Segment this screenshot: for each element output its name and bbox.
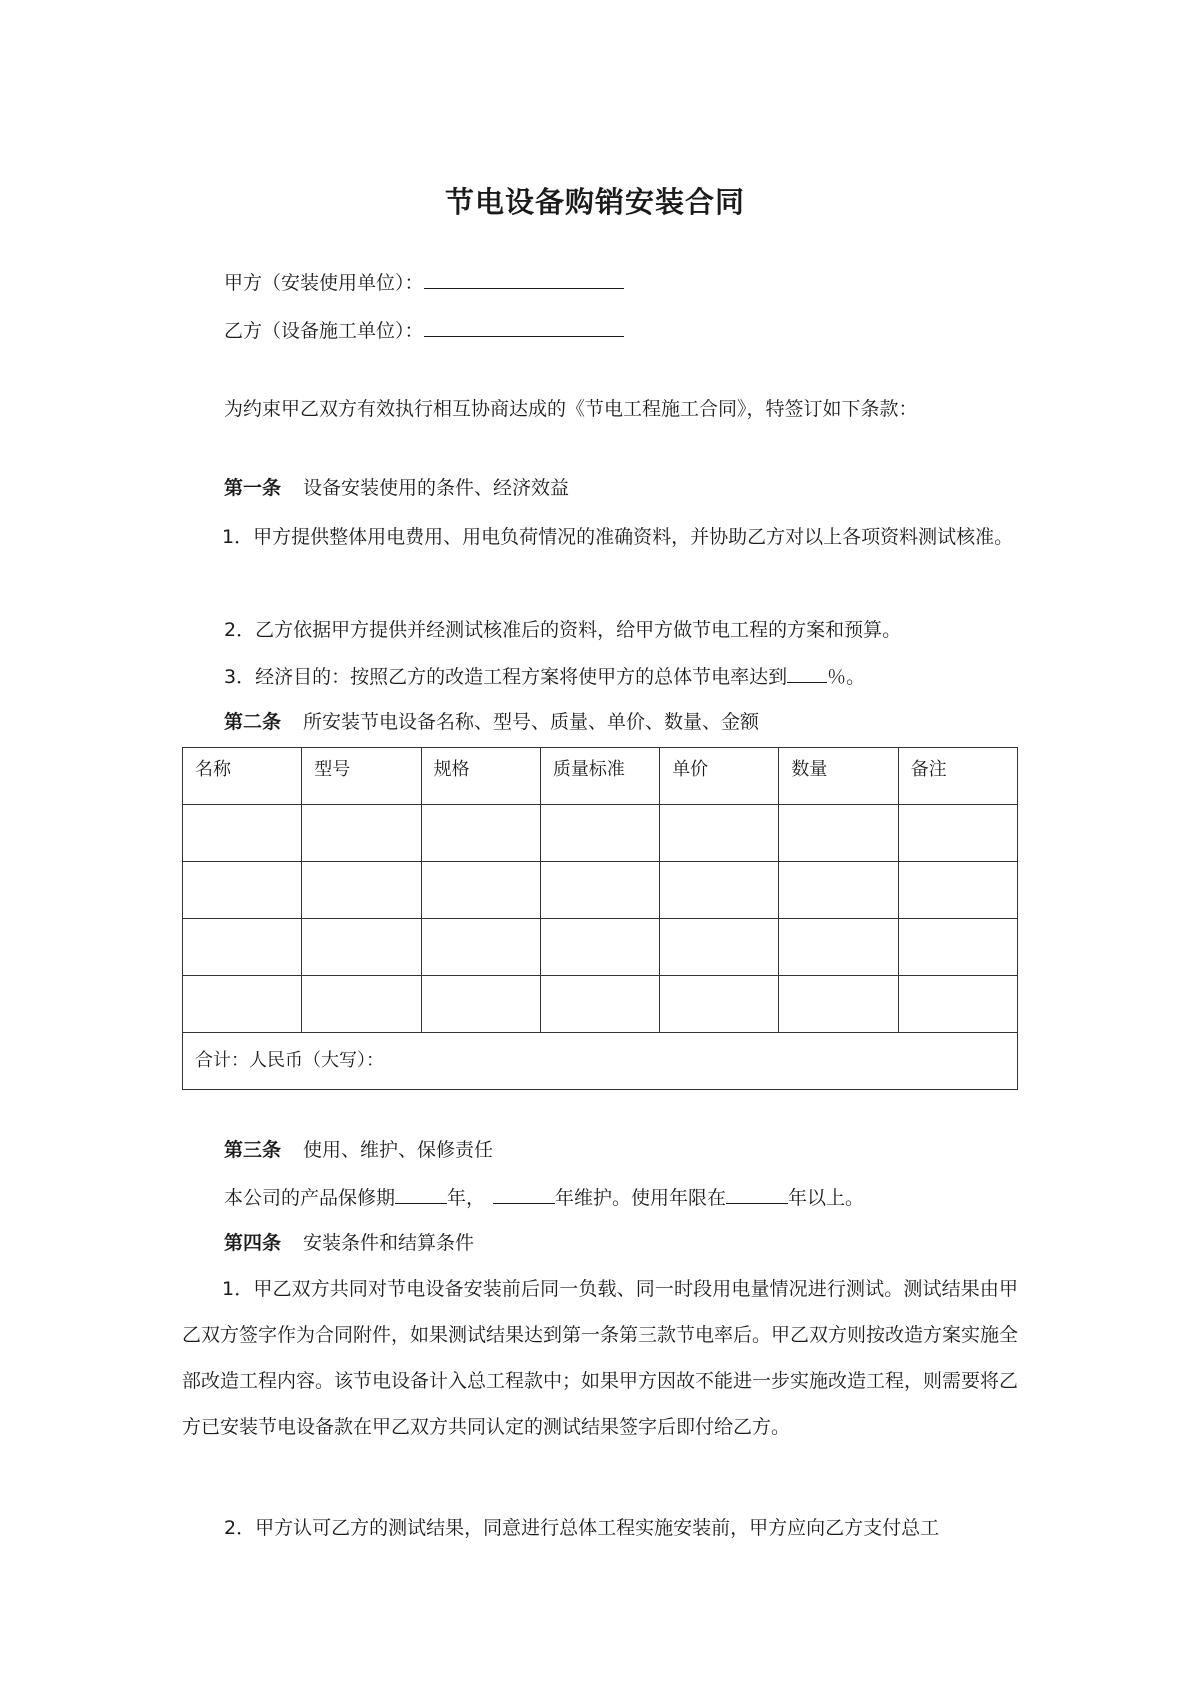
- clause3-text-3: 年维护。使用年限在: [555, 1187, 727, 1209]
- table-total-cell: 合计：人民币（大写）：: [183, 1033, 1018, 1090]
- table-header-cell: 规格: [421, 748, 540, 805]
- table-cell: [898, 976, 1017, 1033]
- clause4-heading: [224, 1229, 474, 1257]
- table-cell: [898, 805, 1017, 862]
- table-cell: [898, 919, 1017, 976]
- table-cell: [779, 805, 898, 862]
- clause1-title: 设备安装使用的条件、经济效益: [303, 477, 570, 499]
- clause1-item3-text: 3．经济目的：按照乙方的改造工程方案将使甲方的总体节电率达到: [224, 666, 788, 688]
- clause2-heading: [224, 708, 759, 736]
- party-b-label: 乙方（设备施工单位）：: [224, 320, 424, 342]
- table-row: [183, 805, 1018, 862]
- party-b-line: [224, 316, 624, 345]
- table-cell: [421, 862, 540, 919]
- clause3-text-4: 年以上。: [788, 1187, 865, 1209]
- saving-rate-blank: [787, 662, 827, 683]
- table-total-row: [183, 1033, 1018, 1090]
- clause3-number: 第三条: [224, 1139, 282, 1161]
- table-cell: [183, 919, 302, 976]
- table-cell: [302, 919, 421, 976]
- clause2-number: 第二条: [224, 711, 282, 733]
- table-cell: [302, 976, 421, 1033]
- table-header-row: [183, 748, 1018, 805]
- party-a-label: 甲方（安装使用单位）：: [224, 272, 424, 294]
- table-header-cell: 备注: [898, 748, 1017, 805]
- clause2-title: 所安装节电设备名称、型号、质量、单价、数量、金额: [303, 711, 760, 733]
- clause3-text-1: 本公司的产品保修期: [224, 1187, 396, 1209]
- table-cell: [183, 805, 302, 862]
- preamble: 为约束甲乙双方有效执行相互协商达成的《节电工程施工合同》，特签订如下条款：: [224, 398, 918, 420]
- table-header-cell: 名称: [183, 748, 302, 805]
- table-cell: [421, 919, 540, 976]
- clause1-heading: [224, 474, 569, 502]
- service-life-blank: [726, 1183, 788, 1204]
- clause1-item3-suffix: ％。: [827, 666, 866, 688]
- table-cell: [302, 862, 421, 919]
- table-row: [183, 862, 1018, 919]
- clause4-item1: 1．甲乙双方共同对节电设备安装前后同一负载、同一时段用电量情况进行测试。测试结果由甲乙双方签字作为合同附件，如果测试结果达到第一条第三款节电率后。甲乙双方则按改造方案实施全部改造工程内容。该节电设备计入总工程款中；如果甲方因故不能进一步实施改造工程，则需要将乙方已安装节电设备款在甲乙双方共同认定的测试结果签字后即付给乙方。: [182, 1278, 1019, 1438]
- table-cell: [779, 976, 898, 1033]
- table-cell: [660, 976, 779, 1033]
- table-cell: [540, 976, 659, 1033]
- table-cell: [540, 805, 659, 862]
- table-cell: [660, 919, 779, 976]
- clause3-heading: [224, 1136, 493, 1164]
- table-cell: [421, 805, 540, 862]
- table-cell: [660, 805, 779, 862]
- clause4-item2: 2．甲方认可乙方的测试结果，同意进行总体工程实施安装前，甲方应向乙方支付总工: [224, 1517, 940, 1539]
- clause1-number: 第一条: [224, 477, 282, 499]
- clause4-number: 第四条: [224, 1232, 282, 1254]
- clause3-title: 使用、维护、保修责任: [303, 1139, 494, 1161]
- warranty-years-blank: [395, 1183, 447, 1204]
- table-cell: [540, 862, 659, 919]
- clause1-item3: [224, 662, 865, 691]
- table-cell: [183, 862, 302, 919]
- contract-title: 节电设备购销安装合同: [444, 185, 745, 219]
- table-cell: [183, 976, 302, 1033]
- clause1-item2: 2．乙方依据甲方提供并经测试核准后的资料，给甲方做节电工程的方案和预算。: [224, 619, 902, 641]
- table-row: [183, 919, 1018, 976]
- party-b-blank: [424, 316, 624, 337]
- maintenance-years-blank: [493, 1183, 555, 1204]
- table-header-cell: 质量标准: [540, 748, 659, 805]
- party-a-line: [224, 268, 624, 297]
- table-cell: [898, 862, 1017, 919]
- table-cell: [779, 919, 898, 976]
- clause3-text-2: 年，: [447, 1187, 486, 1209]
- equipment-table: [182, 747, 1018, 1090]
- table-cell: [779, 862, 898, 919]
- table-cell: [660, 862, 779, 919]
- table-cell: [302, 805, 421, 862]
- clause1-item1: 1．甲方提供整体用电费用、用电负荷情况的准确资料，并协助乙方对以上各项资料测试核准。: [222, 526, 1014, 548]
- clause3-text: [224, 1183, 864, 1212]
- party-a-blank: [424, 268, 624, 289]
- table-header-cell: 型号: [302, 748, 421, 805]
- table-cell: [540, 919, 659, 976]
- table-header-cell: 数量: [779, 748, 898, 805]
- clause4-title: 安装条件和结算条件: [303, 1232, 475, 1254]
- table-cell: [421, 976, 540, 1033]
- table-row: [183, 976, 1018, 1033]
- table-header-cell: 单价: [660, 748, 779, 805]
